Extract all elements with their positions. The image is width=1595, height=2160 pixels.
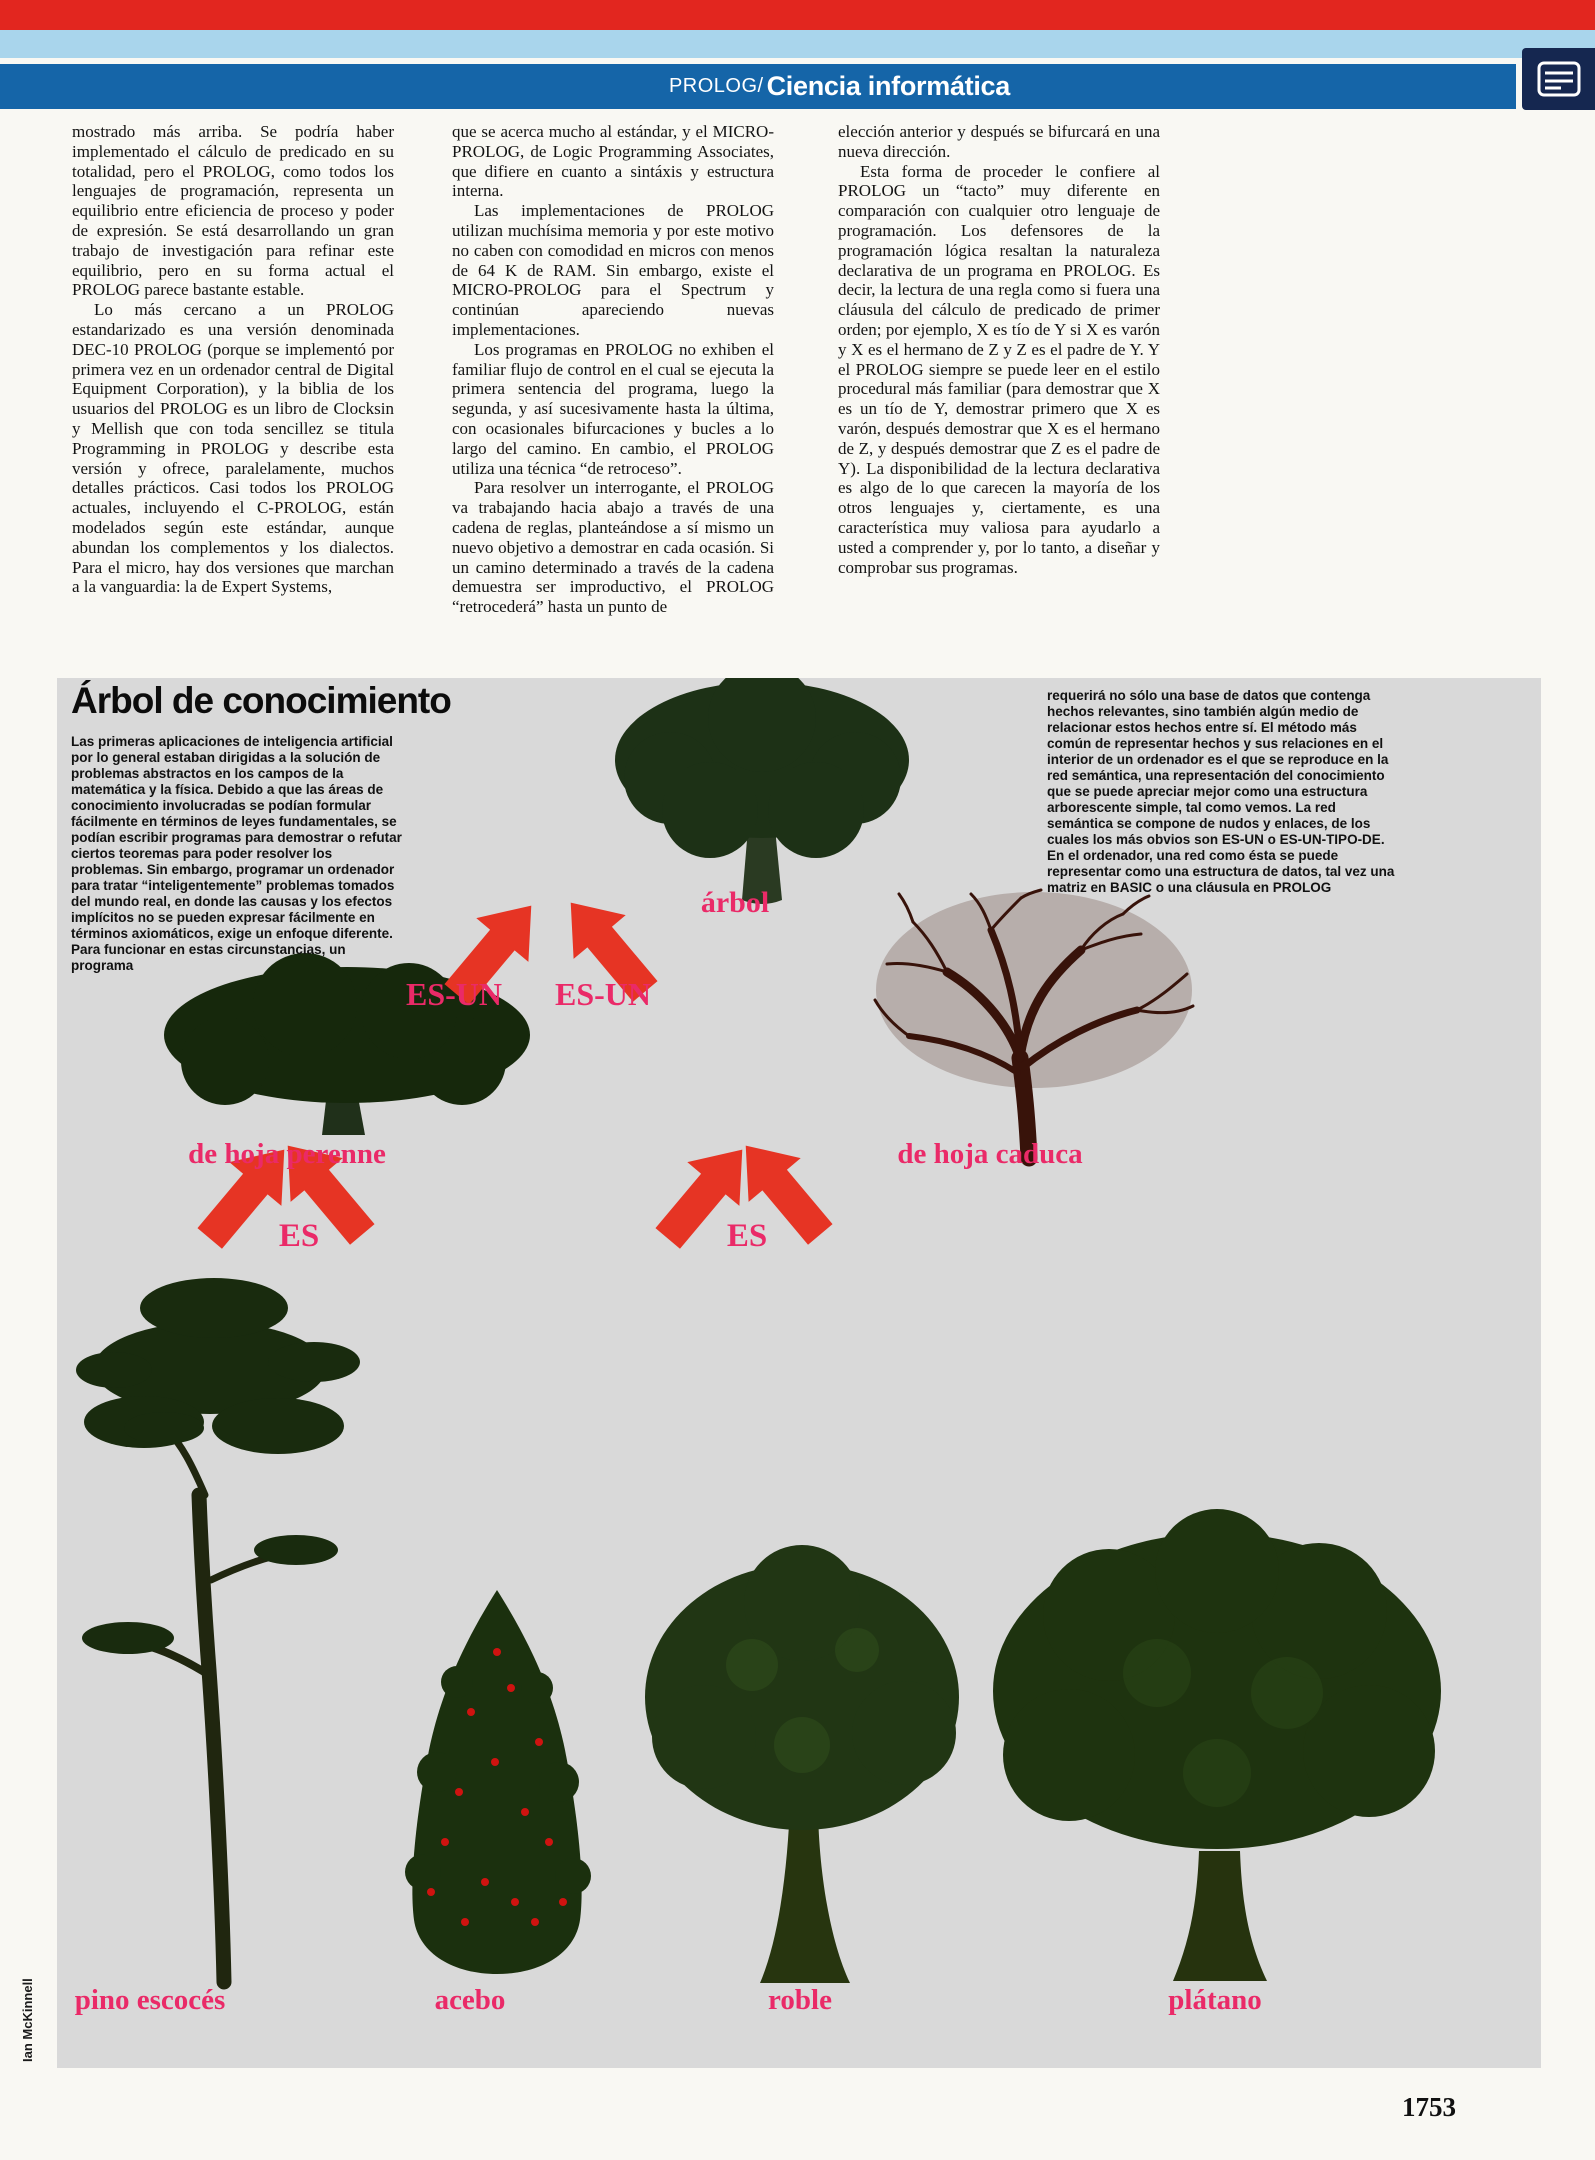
panel-title: Árbol de conocimiento [71,680,451,721]
article-column-2 [452,122,774,617]
article-paragraph: Esta forma de proceder le confiere al PROLOG un “tacto” muy diferente en comparación con cualquier otro lenguaje de programación. Los defensores de la programación lógica resaltan la naturaleza declarativa de un programa en PROLOG. Es decir, la lectura de una regla como si fuera una cláusula del cálculo de predicado de primer orden; por ejemplo, X es tío de Y si X es varón y X es el hermano de Z y Z es el padre de Y. Y el PROLOG siempre se puede leer en el estilo procedural más familiar (para demostrar que X es un tío de Y, demostrar primero que X es varón, después demostrar que X es el hermano de Z, y después demostrar que Z es el padre de Y). La disponibilidad de la lectura declarativa es algo de lo que carecen la mayoría de los otros lenguajes y, ciertamente, es una característica muy valiosa para ayudarlo a usted a comprender y, por lo tanto, a diseñar y comprobar sus programas. [838,161,1160,577]
panel-intro-right: requerirá no sólo una base de datos que contenga hechos relevantes, sino también algún medio de relacionar estos hechos entre sí. El método más común de representar hechos y sus relaciones en el interior de un ordenador es el que se reproduce en la red semántica, una representación del conocimiento que se puede apreciar mejor como una estructura arborescente simple, tal como vemos. La red semántica se compone de nudos y enlaces, de los cuales los más obvios son ES-UN o ES-UN-TIPO-DE. En el ordenador, una red como ésta se puede representar como una estructura de datos, tal vez una matriz en BASIC o una cláusula en PROLOG [1047,688,1395,895]
link-label-es-un-left: ES-UN [405,976,503,1012]
section-kicker: PROLOG/ [668,75,764,97]
node-label-hoja-caduca: de hoja caduca [897,1138,1083,1170]
page-number: 1753 [1402,2092,1456,2122]
link-label-es-un-right: ES-UN [554,976,652,1012]
article-column-3 [838,122,1160,577]
tree-image-roble [645,1545,959,1983]
book-icon [1537,60,1581,98]
tree-image-pino [76,1278,360,1982]
article-paragraph: elección anterior y después se bifurcará en una nueva dirección. [838,122,1160,161]
node-label-roble: roble [768,1984,832,2016]
top-red-bar [0,0,1595,30]
article-paragraph: mostrado más arriba. Se podría haber implementado el cálculo de predicado en su totalidad, pero el PROLOG, como todos los lenguajes de programación, representa un equilibrio entre eficiencia de proceso y poder de expresión. Se está desarrollando un gran trabajo de investigación para refinar este equilibrio, pero en su forma actual el PROLOG parece bastante estable. [72,122,394,300]
top-lightblue-bar [0,30,1595,58]
article-paragraph: Para resolver un interrogante, el PROLOG va trabajando hacia abajo a través de una cadena de reglas, planteándose a sí mismo un nuevo objetivo a demostrar en cada ocasión. Si un camino determinado a través de la cadena demuestra ser improductivo, el PROLOG “retrocederá” hasta un punto de [452,478,774,617]
tree-image-caduca [875,890,1193,1158]
node-label-pino-escoces: pino escocés [74,1984,226,2016]
link-label-es-right: ES [726,1218,768,1254]
link-label-es-left: ES [278,1218,320,1254]
section-icon-box [1522,48,1595,110]
section-title: Ciencia informática [766,71,1010,101]
tree-image-arbol [615,678,909,904]
panel-intro-left: Las primeras aplicaciones de inteligencia artificial por lo general estaban dirigidas a la solución de problemas abstractos en los campos de la matemática y la física. Debido a que las áreas de conocimiento involucradas se podían formular fácilmente en términos de leyes fundamentales, se podían escribir programas para demostrar o refutar ciertos teoremas para poder resolver los problemas. Sin embargo, programar un ordenador para tratar “inteligentemente” problemas tomados del mundo real, en donde las causas y los efectos implícitos no se pueden expresar fácilmente en términos axiomáticos, exige un enfoque diferente. Para funcionar en estas circunstancias, un programa [71,734,402,973]
article-column-1 [72,122,394,597]
node-label-platano: plátano [1168,1984,1262,2016]
article-paragraph: Las implementaciones de PROLOG utilizan muchísima memoria y por este motivo no caben con comodidad en micros con menos de 64 K de RAM. Sin embargo, existe el MICRO-PROLOG para el Spectrum y continúan apareciendo nuevas implementaciones. [452,201,774,339]
article-paragraph: Lo más cercano a un PROLOG estandarizado es una versión denominada DEC-10 PROLOG (porque se implementó por primera vez en un ordenador central de Digital Equipment Corporation), y la biblia de los usuarios del PROLOG es un libro de Clocksin y Mellish que con toda sencillez se titula Programming in PROLOG y describe esta versión y ofrece, paralelamente, muchos detalles prácticos. Casi todos los PROLOG actuales, incluyendo el C-PROLOG, están modelados según este estándar, aunque abundan los complementos y los dialectos. Para el micro, hay dos versiones que marchan a la vanguardia: la de Expert Systems, [72,300,394,597]
section-header [0,64,1516,109]
article-paragraph: que se acerca mucho al estándar, y el MICRO-PROLOG, de Logic Programming Associates, que difiere en cuanto a sintáxis y estructura interna. [452,122,774,201]
node-label-acebo: acebo [434,1984,506,2016]
tree-image-acebo [405,1590,591,1974]
knowledge-tree-panel [57,678,1541,2068]
photo-credit: Ian McKinnell [20,1978,35,2062]
node-label-hoja-perenne: de hoja perenne [188,1138,386,1170]
node-label-arbol: árbol [700,886,770,919]
article-paragraph: Los programas en PROLOG no exhiben el familiar flujo de control en el cual se ejecuta la primera sentencia del programa, luego la segunda, y así sucesivamente hasta la última, con ocasionales bifurcaciones y bucles a lo largo del camino. En cambio, el PROLOG utiliza una técnica “de retroceso”. [452,339,774,478]
tree-image-platano [993,1509,1441,1981]
